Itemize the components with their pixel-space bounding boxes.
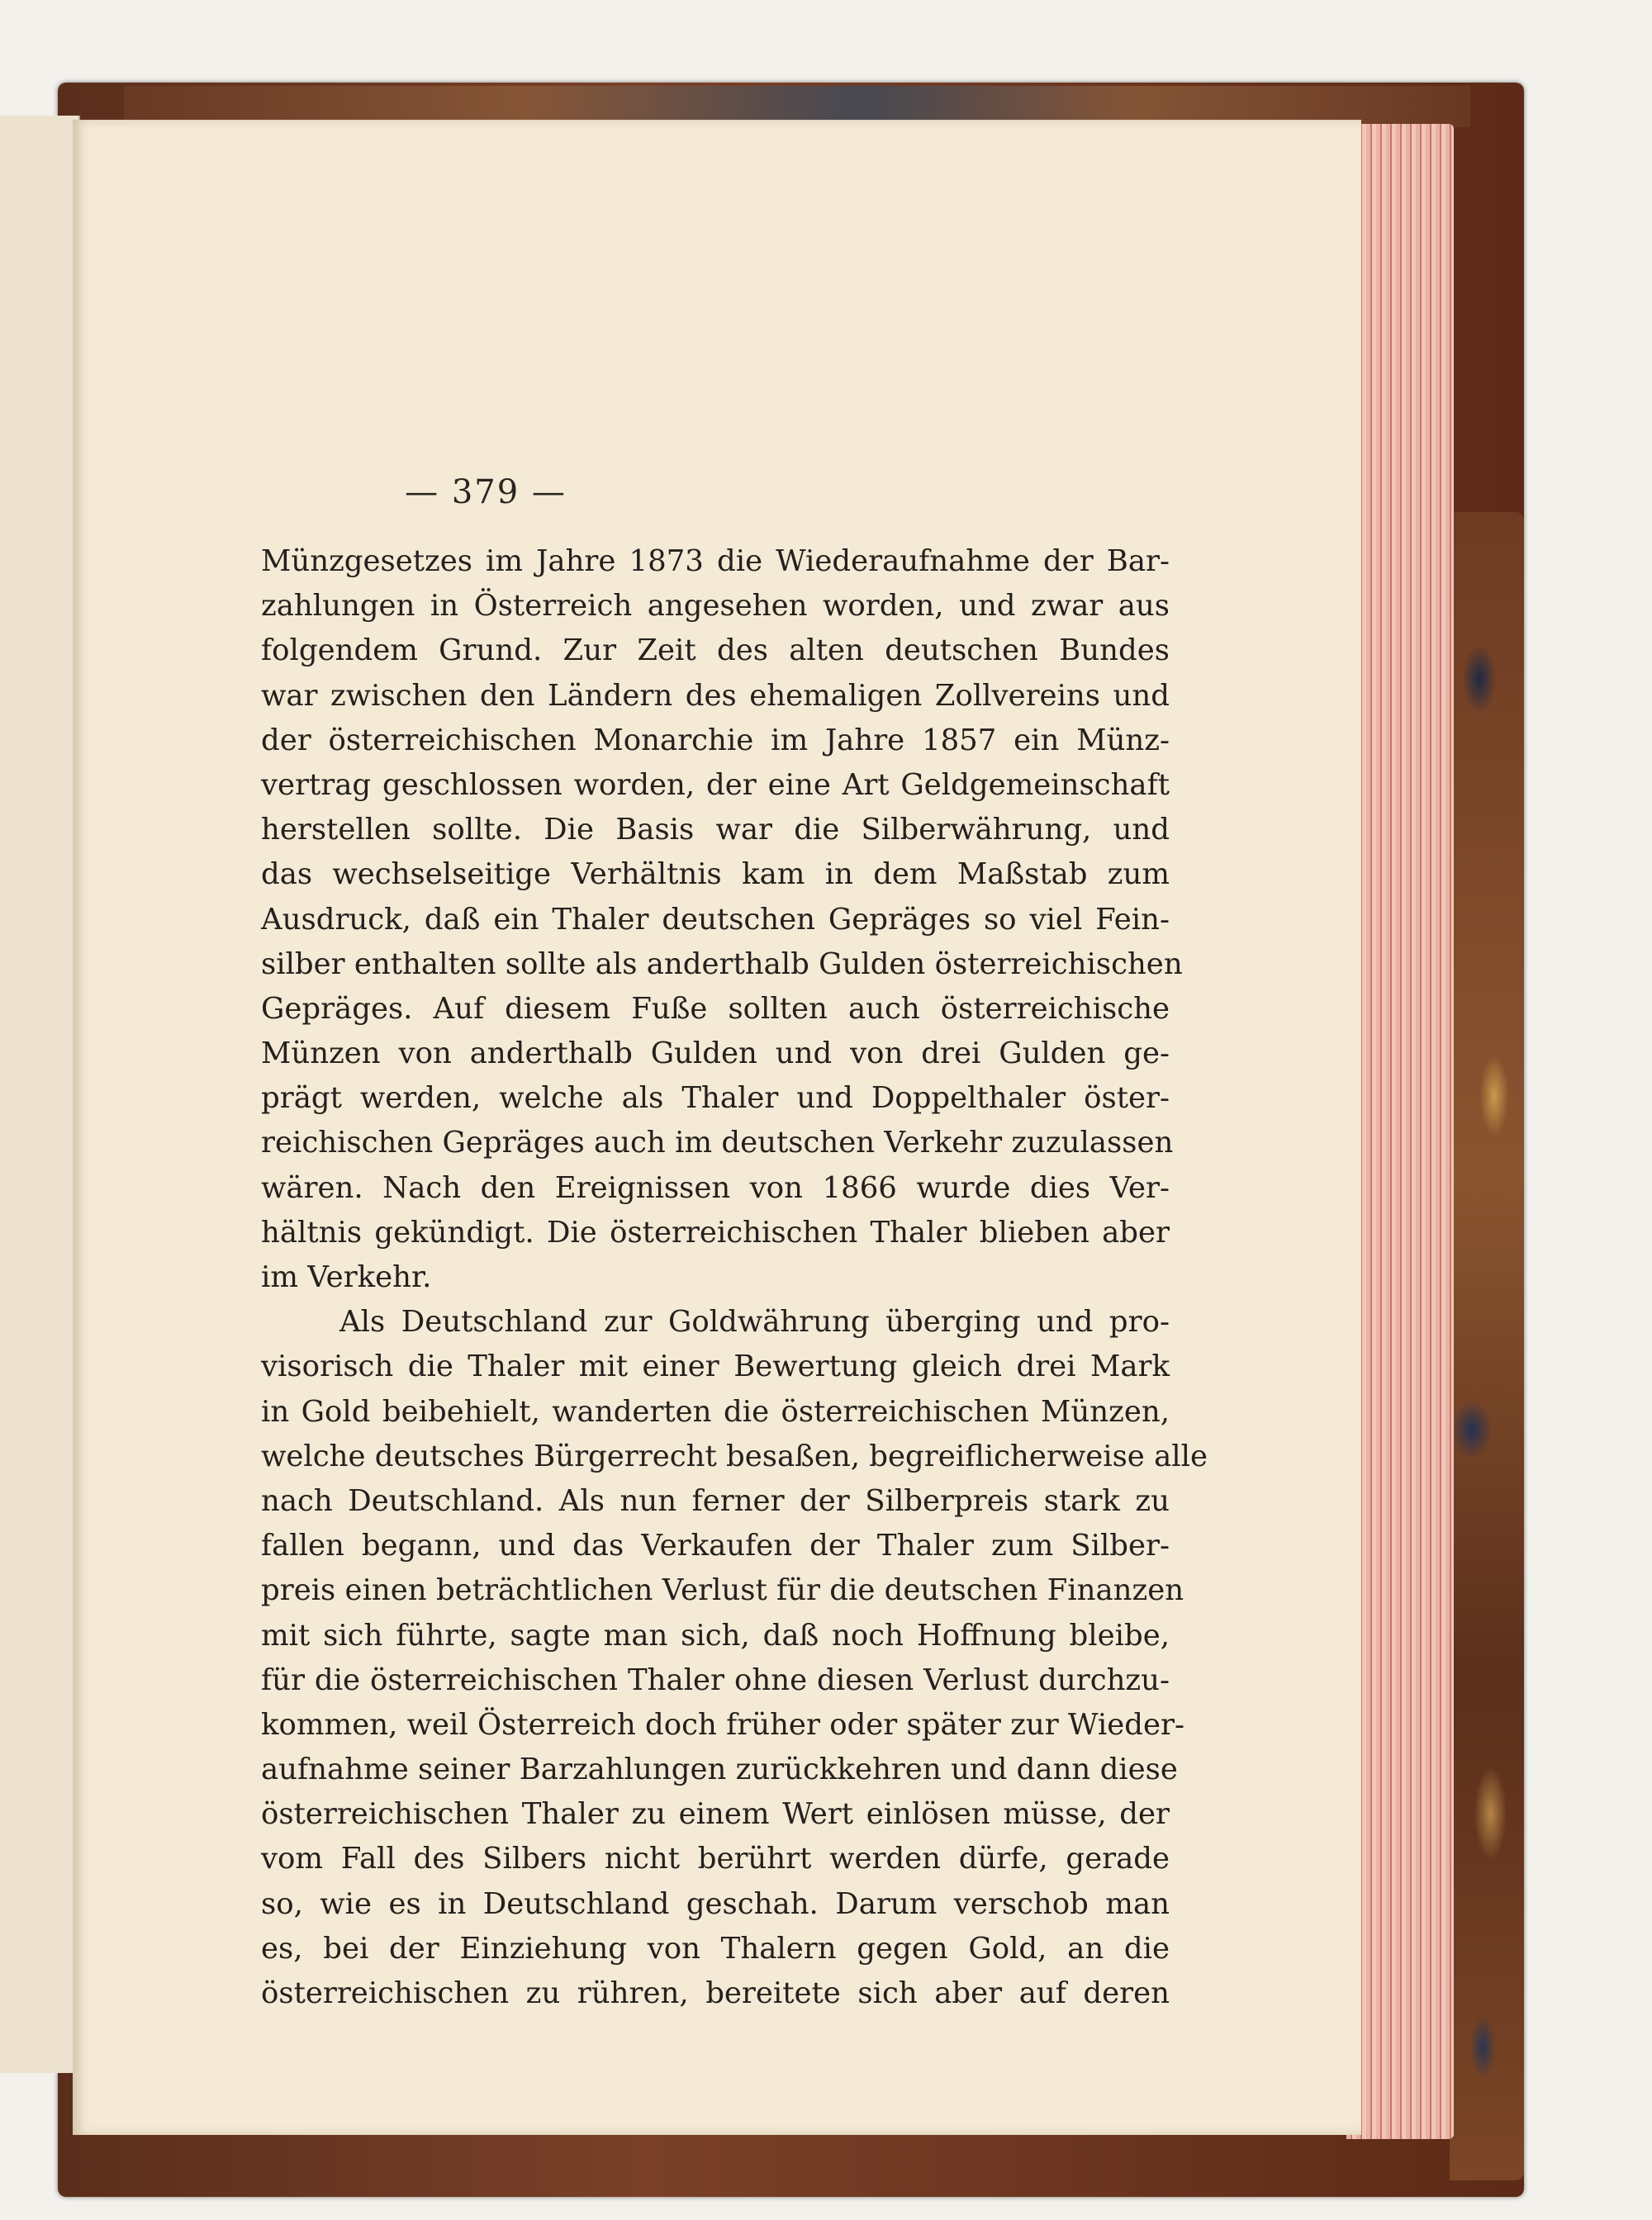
text-line: wären. Nach den Ereignissen von 1866 wurde dies Ver- (261, 1170, 1170, 1205)
text-line: Ausdruck, daß ein Thaler deutschen Gepräges so viel Fein- (261, 902, 1170, 937)
text-line: herstellen sollte. Die Basis war die Silberwährung, und (261, 813, 1170, 847)
page-body-text (261, 539, 1208, 2016)
text-line: es, bei der Einziehung von Thalern gegen Gold, an die (261, 1931, 1170, 1966)
text-line: so, wie es in Deutschland geschah. Darum verschob man (261, 1886, 1170, 1921)
text-line: prägt werden, welche als Thaler und Doppelthaler öster- (261, 1081, 1170, 1116)
page-stack-edge (1346, 124, 1454, 2139)
text-line: reichischen Gepräges auch im deutschen Verkehr zuzulassen (261, 1126, 1174, 1160)
text-line: österreichischen zu rühren, bereitete sich aber auf deren (261, 1976, 1170, 2010)
text-line: im Verkehr. (261, 1260, 432, 1294)
text-line: österreichischen Thaler zu einem Wert einlösen müsse, der (261, 1797, 1170, 1832)
previous-page-edge (0, 116, 80, 2073)
text-line: silber enthalten sollte als anderthalb Gulden österreichischen (261, 946, 1183, 981)
text-line: aufnahme seiner Barzahlungen zurückkehren und dann diese (261, 1753, 1178, 1787)
text-line: Münzgesetzes im Jahre 1873 die Wiederaufnahme der Bar- (261, 544, 1170, 578)
text-line: folgendem Grund. Zur Zeit des alten deutschen Bundes (261, 633, 1170, 668)
text-line: vom Fall des Silbers nicht berührt werden dürfe, gerade (261, 1842, 1170, 1876)
page-number: — 379 — (405, 473, 567, 511)
text-line: nach Deutschland. Als nun ferner der Silberpreis stark zu (261, 1483, 1170, 1518)
text-line: fallen begann, und das Verkaufen der Thaler zum Silber- (261, 1529, 1170, 1563)
text-line: welche deutsches Bürgerrecht besaßen, begreiflicherweise alle (261, 1439, 1208, 1473)
text-line: das wechselseitige Verhältnis kam in dem Maßstab zum (261, 857, 1170, 892)
text-line: für die österreichischen Thaler ohne diesen Verlust durchzu- (261, 1663, 1170, 1697)
text-line: visorisch die Thaler mit einer Bewertung gleich drei Mark (261, 1350, 1170, 1384)
text-line: kommen, weil Österreich doch früher oder später zur Wieder- (261, 1707, 1184, 1742)
text-line: zahlungen in Österreich angesehen worden, und zwar aus (261, 589, 1170, 624)
book-page (73, 120, 1361, 2135)
text-line: hältnis gekündigt. Die österreichischen Thaler blieben aber (261, 1215, 1170, 1250)
text-line: in Gold beibehielt, wanderten die österreichischen Münzen, (261, 1394, 1170, 1429)
text-line: Münzen von anderthalb Gulden und von drei Gulden ge- (261, 1036, 1170, 1071)
text-line: Gepräges. Auf diesem Fuße sollten auch österreichische (261, 991, 1170, 1026)
text-line: der österreichischen Monarchie im Jahre 1857 ein Münz- (261, 723, 1170, 757)
text-line: mit sich führte, sagte man sich, daß noch Hoffnung bleibe, (261, 1618, 1170, 1653)
marbled-edge (1450, 512, 1524, 2180)
text-line: war zwischen den Ländern des ehemaligen Zollvereins und (261, 678, 1170, 713)
text-line: vertrag geschlossen worden, der eine Art Geldgemeinschaft (261, 767, 1170, 802)
text-line: Als Deutschland zur Goldwährung überging und pro- (339, 1305, 1170, 1340)
text-line: preis einen beträchtlichen Verlust für die deutschen Finanzen (261, 1573, 1184, 1608)
